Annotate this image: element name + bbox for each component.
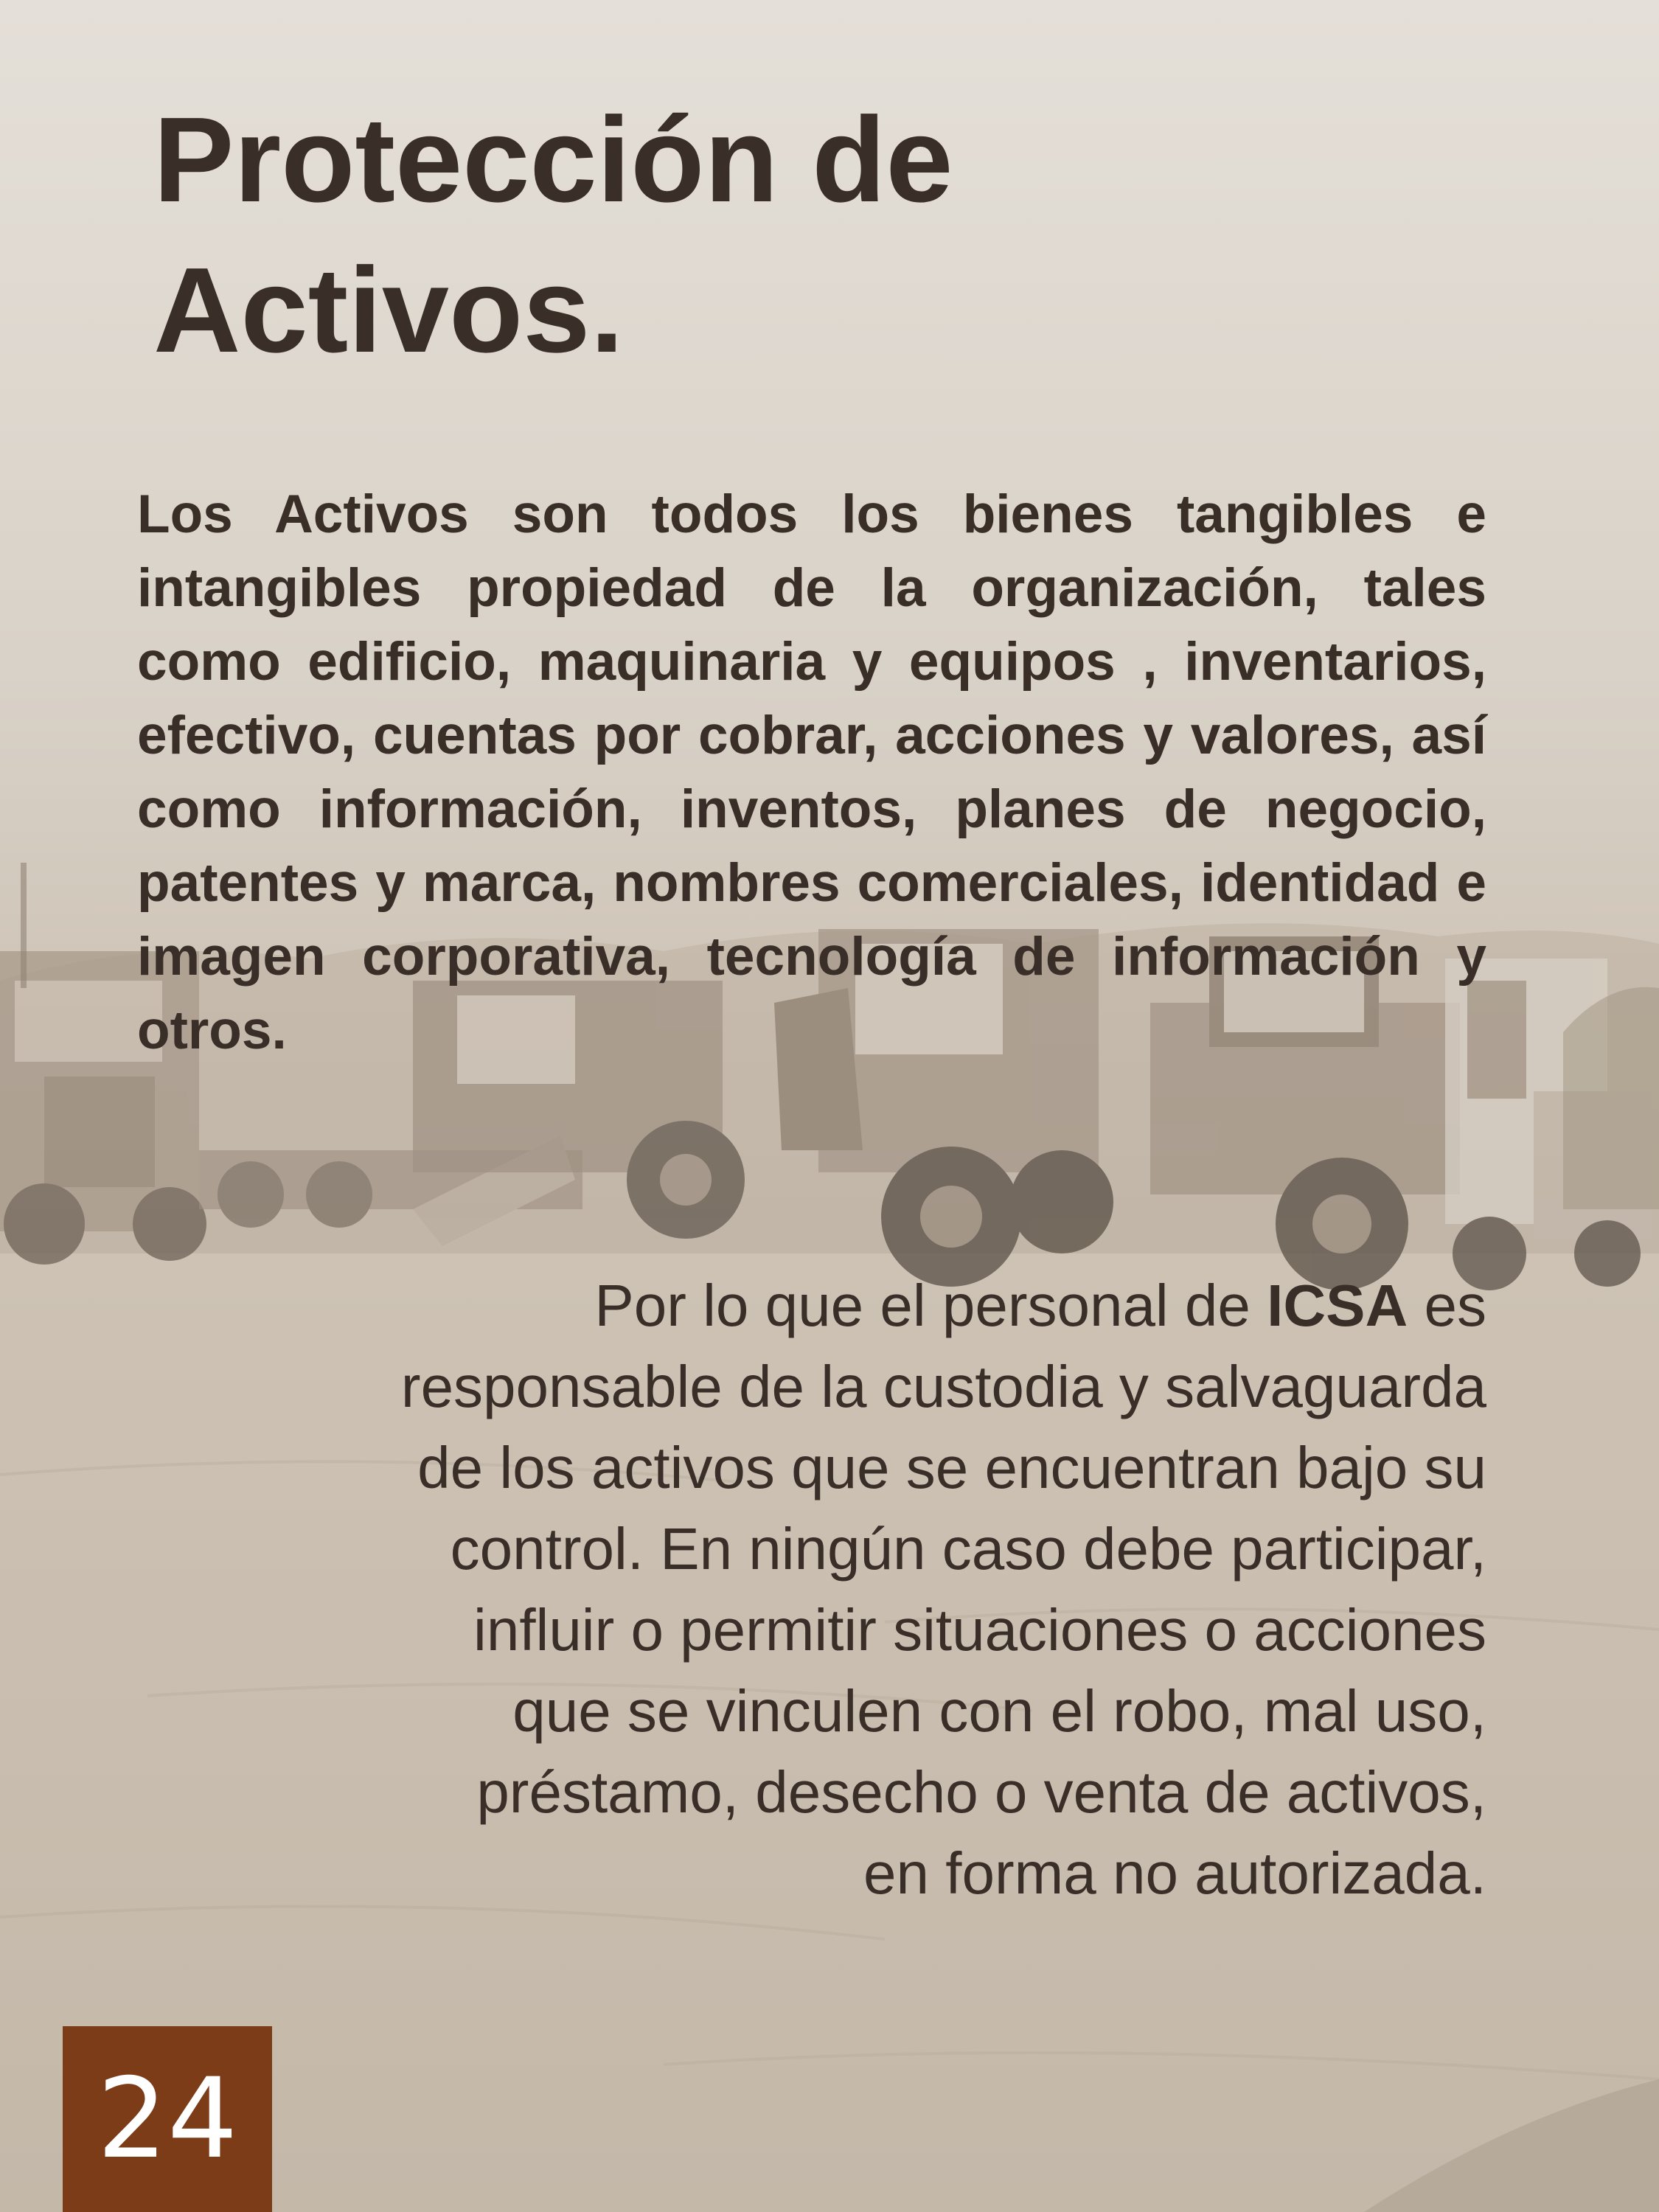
title-line-2: Activos. [153, 243, 624, 378]
responsibility-text-before: Por lo que el personal de [594, 1273, 1267, 1338]
page-number-box [63, 2026, 272, 2212]
intro-paragraph: Los Activos son todos los bienes tangibles e intangibles propiedad de la organización, tales como edificio, maquinaria y equipos , inventarios, efectivo, cuentas por cobrar, acciones y valores, así como información, inventos, planes de negocio, patentes y marca, nombres comerciales, identidad e imagen corporativa, tecnología de información y otros. [137, 484, 1486, 1060]
company-name: ICSA [1267, 1273, 1408, 1338]
title-line-1: Protección de [153, 92, 953, 227]
responsibility-text-after: es responsable de la custodia y salvaguarda de los activos que se encuentran bajo su control. En ningún caso debe participar, influir o permitir situaciones o acciones que se vinculen con el robo, mal uso, préstamo, desecho o venta de activos, en forma no autorizada. [400, 1273, 1486, 1906]
responsibility-paragraph [398, 1265, 1486, 1914]
page-title [153, 85, 1186, 386]
page-number: 24 [97, 2055, 238, 2183]
